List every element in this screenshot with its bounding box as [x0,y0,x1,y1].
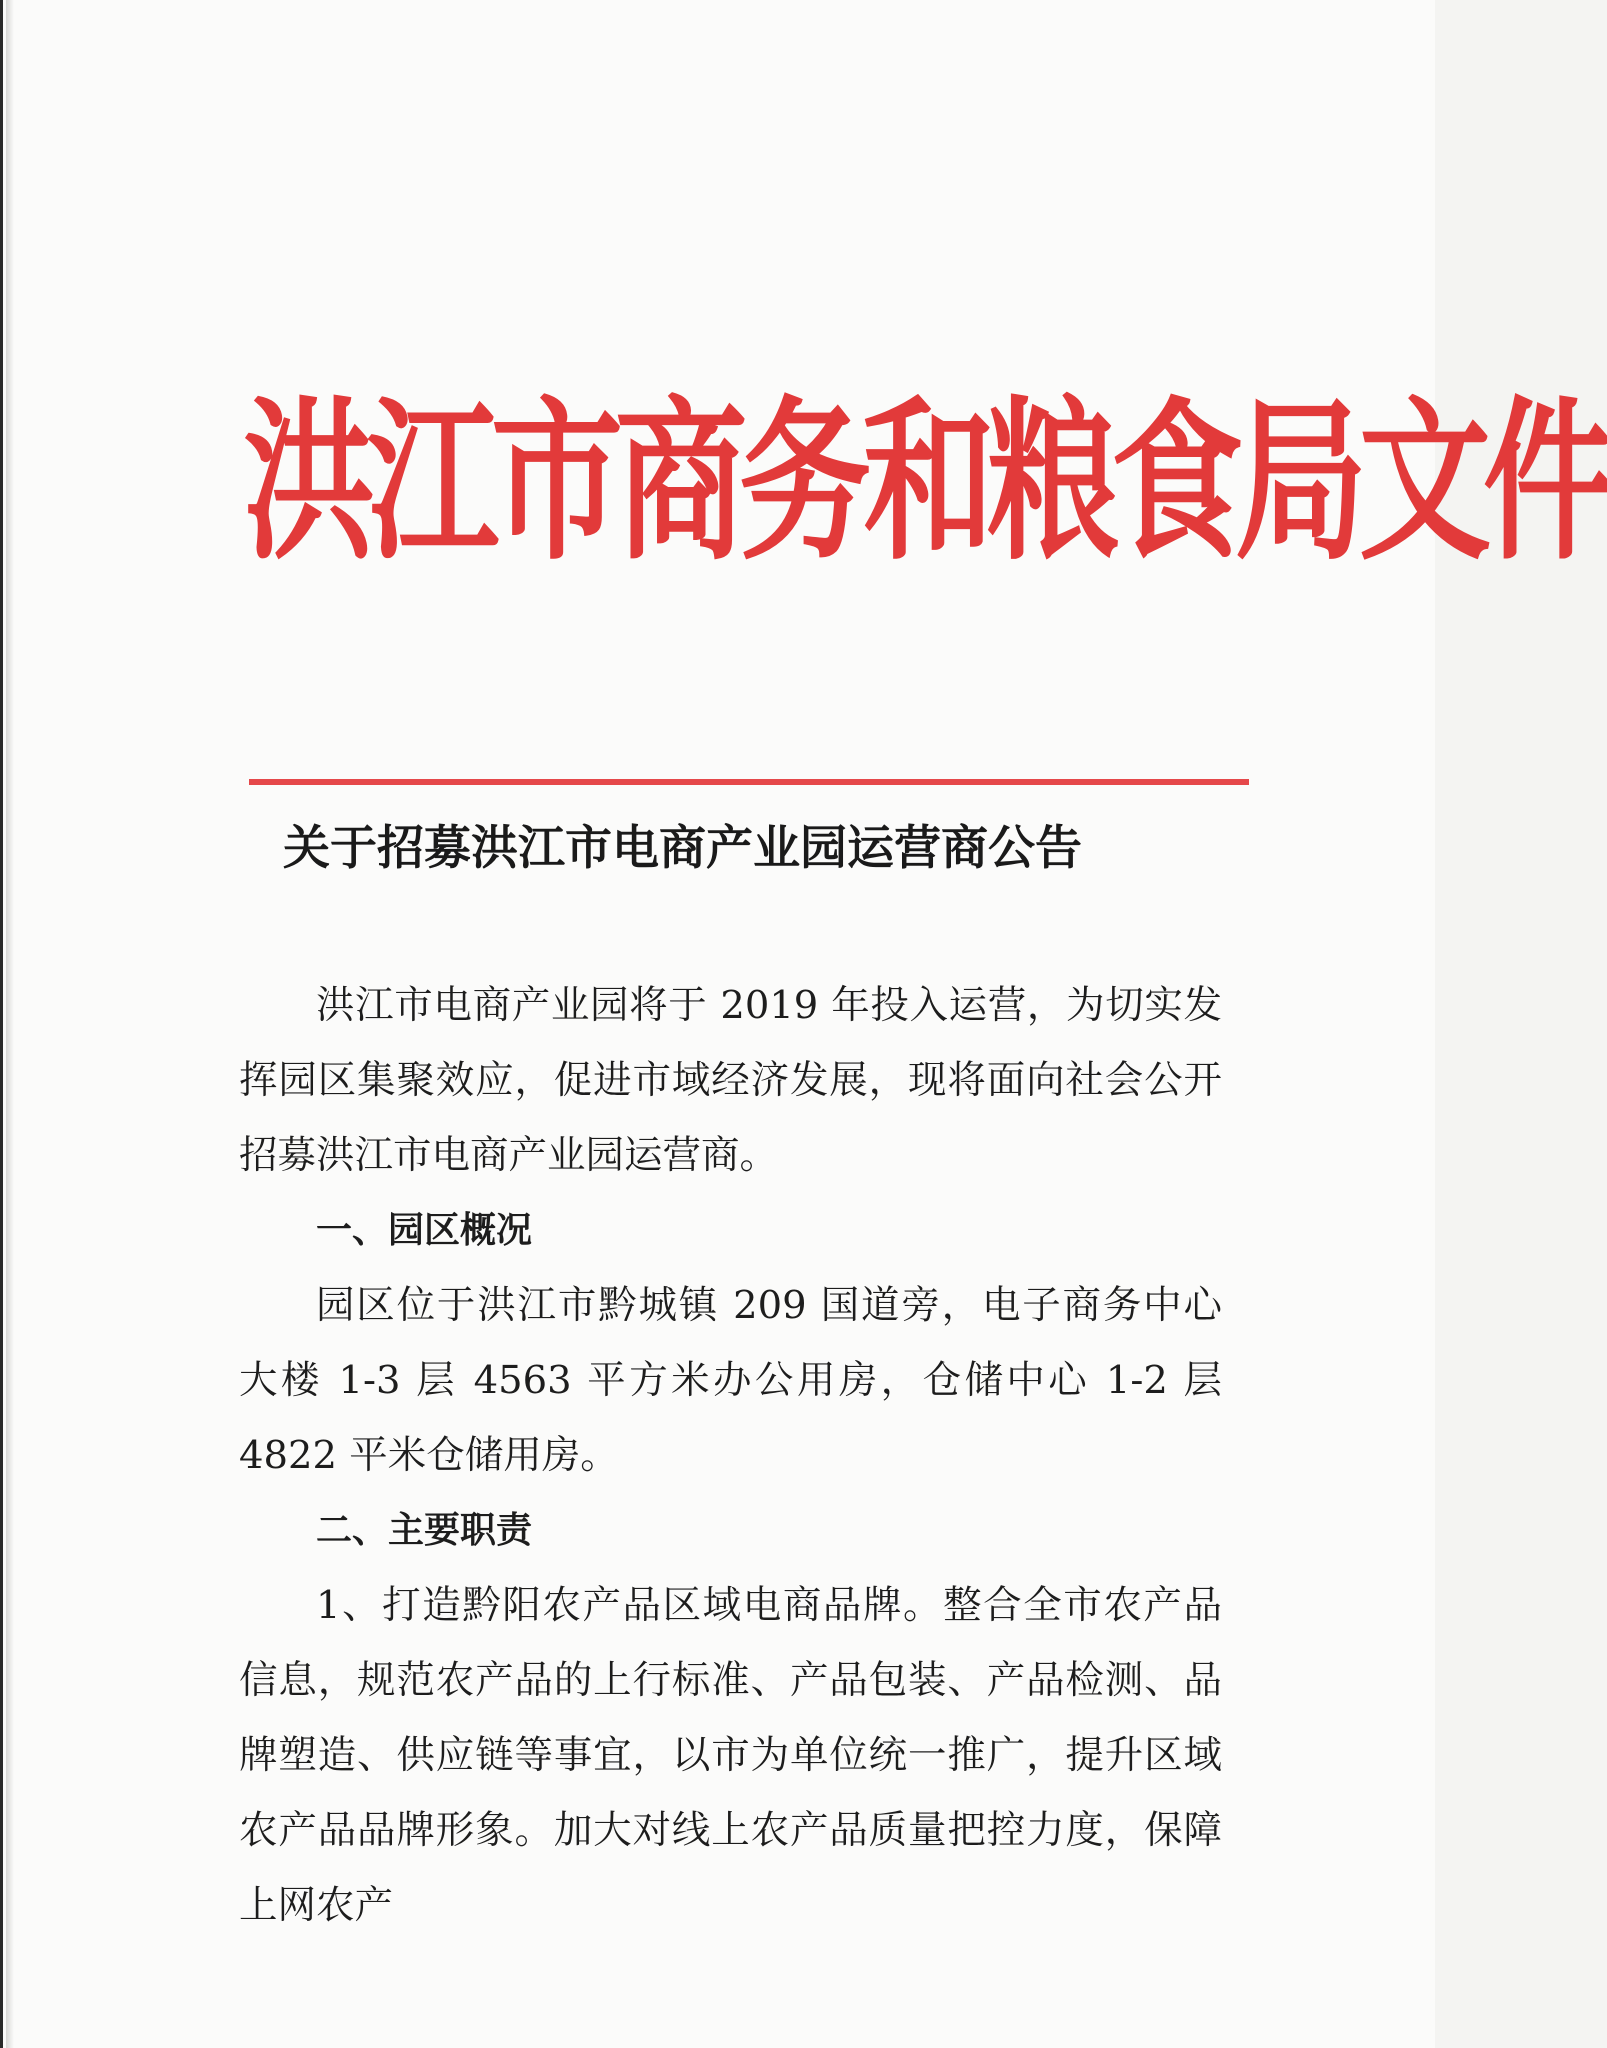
red-divider-line [249,779,1249,785]
section-2-item-1: 1、打造黔阳农产品区域电商品牌。整合全市农产品信息，规范农产品的上行标准、产品包装、产品检测、品牌塑造、供应链等事宜，以市为单位统一推广，提升区域农产品品牌形象。加大对线上农产品质量把控力度，保障上网农产 [239,1583,1222,1928]
issuer-header: 洪江市商务和粮食局文件 [243,380,1607,585]
scan-edge [6,0,14,2048]
document-body [239,968,1222,1943]
section-1-heading: 一、园区概况 [316,1210,533,1251]
document-title: 关于招募洪江市电商产业园运营商公告 [283,821,1082,876]
intro-paragraph: 洪江市电商产业园将于 2019 年投入运营，为切实发挥园区集聚效应，促进市域经济发展，现将面向社会公开招募洪江市电商产业园运营商。 [239,983,1222,1178]
section-2-heading: 二、主要职责 [316,1510,533,1551]
section-1-paragraph: 园区位于洪江市黔城镇 209 国道旁，电子商务中心大楼 1-3 层 4563 平方米办公用房，仓储中心 1-2 层 4822 平米仓储用房。 [239,1283,1222,1478]
